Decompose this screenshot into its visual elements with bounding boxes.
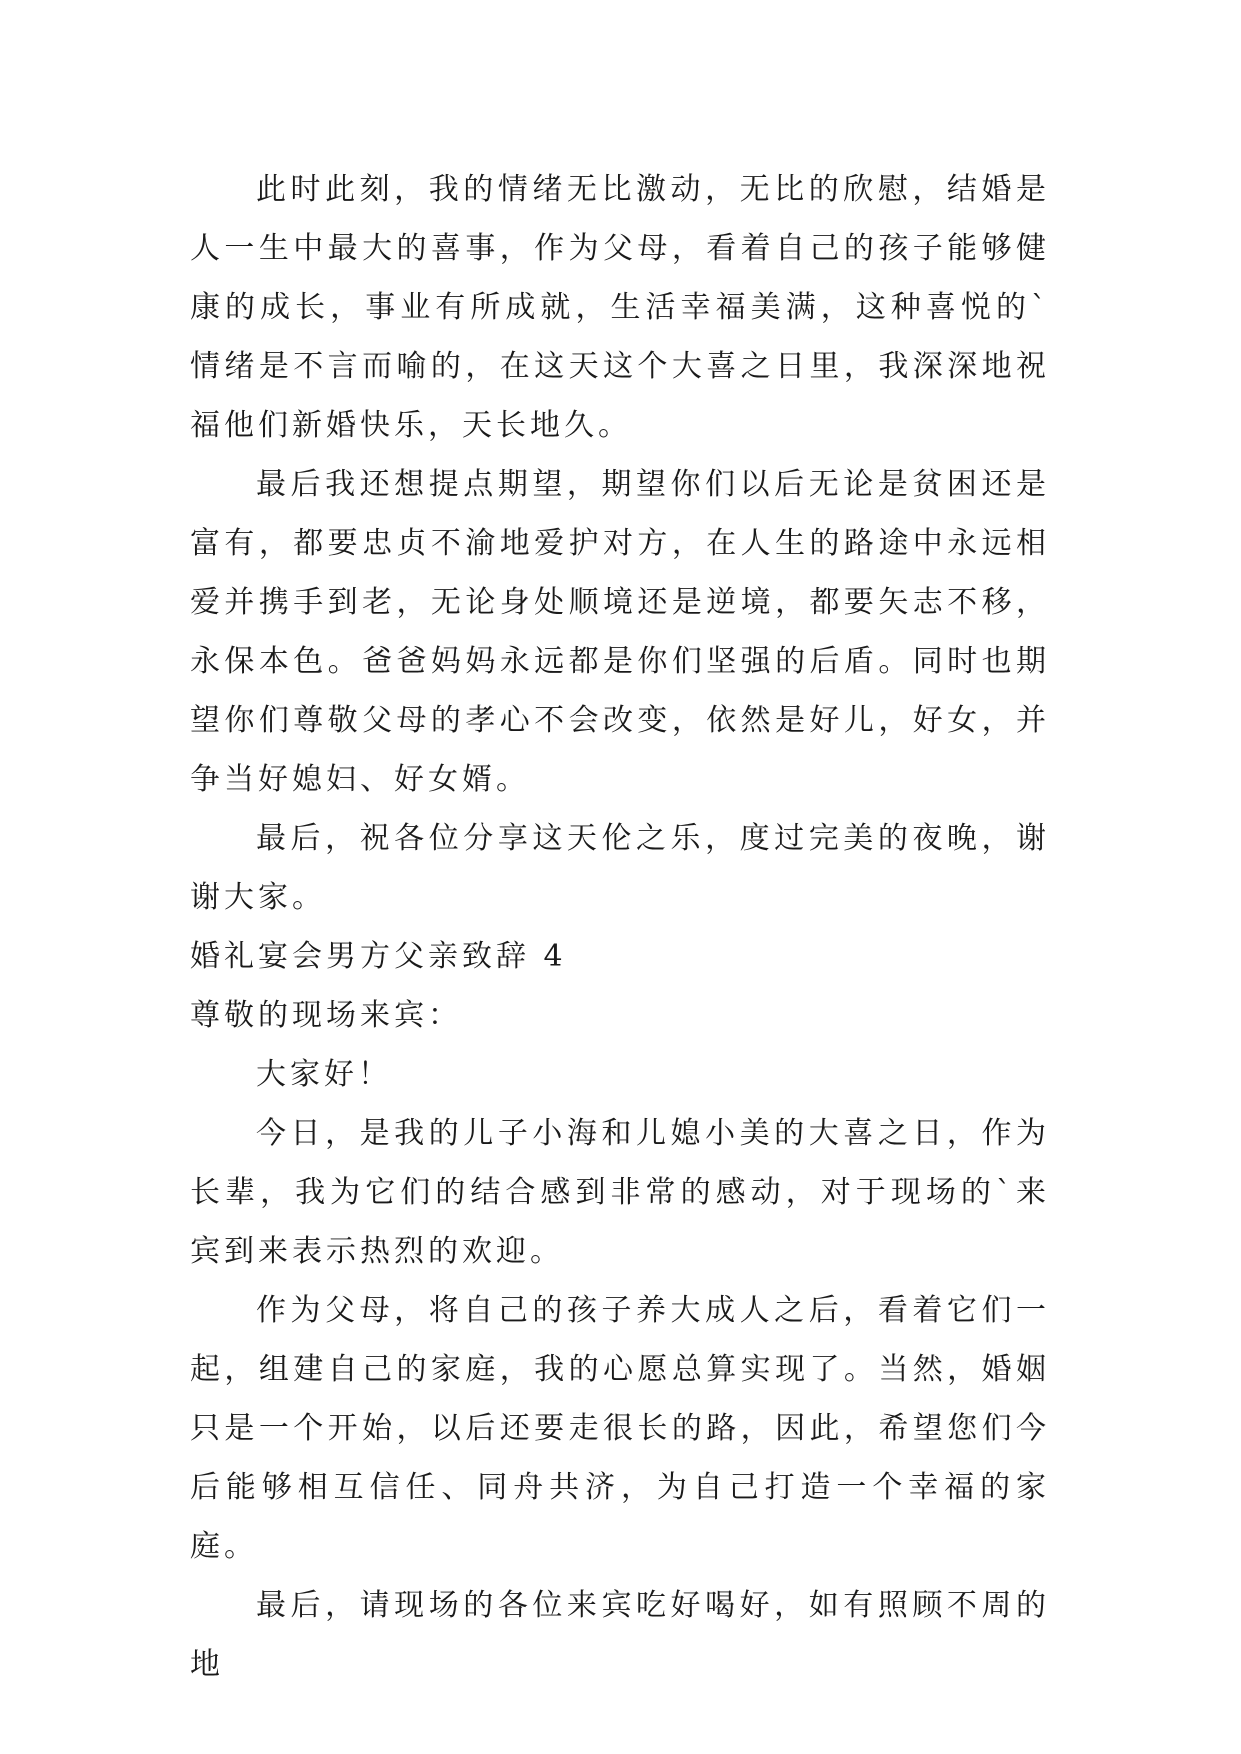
section-paragraph-2: 作为父母，将自己的孩子养大成人之后，看着它们一起，组建自己的家庭，我的心愿总算实现了。当然，婚姻只是一个开始，以后还要走很长的路，因此，希望您们今后能够相互信任、同舟共济，为自己打造一个幸福的家庭。 (190, 1293, 1050, 1564)
paragraph-3: 最后，祝各位分享这天伦之乐，度过完美的夜晚，谢谢大家。 (190, 821, 1050, 915)
section-title: 婚礼宴会男方父亲致辞 4 (190, 939, 567, 974)
salutation: 尊敬的现场来宾： (190, 998, 462, 1033)
greeting: 大家好！ (256, 1057, 392, 1092)
paragraph-1: 此时此刻，我的情绪无比激动，无比的欣慰，结婚是人一生中最大的喜事，作为父母，看着自己的孩子能够健康的成长，事业有所成就，生活幸福美满，这种喜悦的`情绪是不言而喻的，在这天这个大喜之日里，我深深地祝福他们新婚快乐，天长地久。 (190, 172, 1050, 443)
paragraph-2: 最后我还想提点期望，期望你们以后无论是贫困还是富有，都要忠贞不渝地爱护对方，在人生的路途中永远相爱并携手到老，无论身处顺境还是逆境，都要矢志不移，永保本色。爸爸妈妈永远都是你们坚强的后盾。同时也期望你们尊敬父母的孝心不会改变，依然是好儿，好女，并争当好媳妇、好女婿。 (190, 467, 1050, 797)
section-paragraph-3: 最后，请现场的各位来宾吃好喝好，如有照顾不周的地 (190, 1588, 1050, 1682)
document-body (190, 160, 1050, 1694)
section-paragraph-1: 今日，是我的儿子小海和儿媳小美的大喜之日，作为长辈，我为它们的结合感到非常的感动，对于现场的`来宾到来表示热烈的欢迎。 (190, 1116, 1050, 1269)
